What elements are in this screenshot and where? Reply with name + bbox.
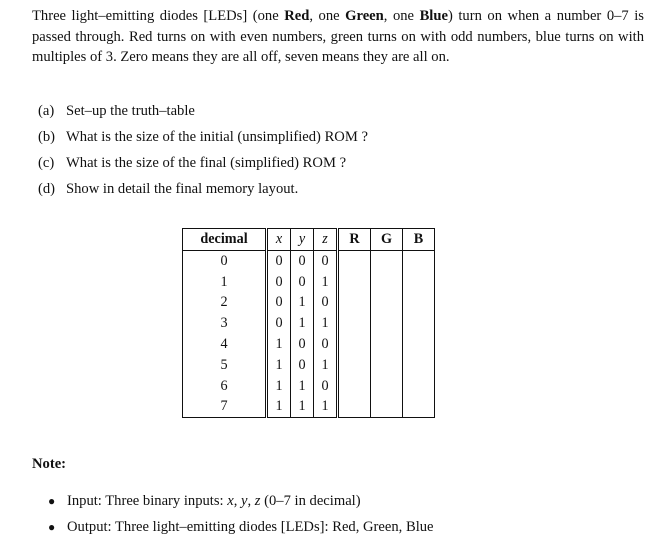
table-row [183, 396, 435, 417]
part-d [38, 176, 598, 202]
note-title: Note: [32, 456, 67, 472]
cell-decimal: 1 [183, 272, 267, 293]
table-row [183, 292, 435, 313]
part-label: (c) [38, 155, 55, 171]
cell-y: 0 [291, 272, 314, 293]
problem-statement [32, 6, 644, 68]
cell-decimal: 3 [183, 313, 267, 334]
var-y: y [241, 493, 248, 509]
cell-g [371, 376, 403, 397]
cell-y: 1 [291, 313, 314, 334]
cell-r [338, 272, 371, 293]
green-word: Green [345, 8, 384, 24]
cell-b [403, 376, 435, 397]
cell-b [403, 292, 435, 313]
table-row [183, 272, 435, 293]
problem-text-2: , one [309, 8, 346, 24]
cell-x: 0 [267, 272, 291, 293]
cell-z: 1 [314, 313, 338, 334]
part-a [38, 98, 598, 124]
cell-y: 1 [291, 396, 314, 417]
bullet-icon: ● [48, 520, 56, 534]
table-row [183, 313, 435, 334]
cell-y: 0 [291, 250, 314, 271]
blue-word: Blue [419, 8, 448, 24]
cell-y: 1 [291, 376, 314, 397]
part-text: Set–up the truth–table [66, 103, 195, 119]
part-text: What is the size of the final (simplified) ROM ? [66, 155, 347, 171]
header-y: y [291, 229, 314, 251]
cell-g [371, 250, 403, 271]
note-input-tail: (0–7 in decimal) [260, 493, 361, 509]
cell-y: 0 [291, 355, 314, 376]
problem-text-3: , one [383, 8, 420, 24]
table-row [183, 376, 435, 397]
cell-x: 1 [267, 355, 291, 376]
cell-b [403, 313, 435, 334]
cell-g [371, 313, 403, 334]
note-input [48, 488, 434, 514]
note-output-text: Output: Three light–emitting diodes [LEDs]: Red, Green, Blue [67, 519, 434, 535]
cell-b [403, 272, 435, 293]
part-c [38, 150, 598, 176]
var-x: x [227, 493, 234, 509]
truth-table [182, 228, 435, 418]
problem-text-1: Three light–emitting diodes [LEDs] (one [32, 8, 285, 24]
cell-x: 0 [267, 313, 291, 334]
cell-decimal: 6 [183, 376, 267, 397]
comma: , [247, 493, 255, 509]
table-row [183, 334, 435, 355]
cell-z: 0 [314, 334, 338, 355]
note-input-lead: Input: Three binary inputs: [67, 493, 228, 509]
part-label: (d) [38, 181, 56, 197]
red-word: Red [284, 8, 310, 24]
cell-b [403, 355, 435, 376]
cell-b [403, 396, 435, 417]
cell-r [338, 396, 371, 417]
cell-r [338, 250, 371, 271]
header-decimal: decimal [183, 229, 267, 251]
cell-z: 0 [314, 292, 338, 313]
cell-decimal: 7 [183, 396, 267, 417]
cell-z: 1 [314, 396, 338, 417]
problem-text-4: ) turn on when a number 0–7 is passed through. Red turns on with even numbers, green turns on with odd numbers, blue turns on with multiples of 3. Zero means they are all off, seven means they are all on. [32, 8, 644, 65]
var-z: z [254, 493, 261, 509]
cell-r [338, 313, 371, 334]
cell-z: 1 [314, 355, 338, 376]
cell-decimal: 4 [183, 334, 267, 355]
bullet-icon: ● [48, 494, 56, 508]
cell-b [403, 334, 435, 355]
cell-y: 1 [291, 292, 314, 313]
cell-g [371, 396, 403, 417]
cell-x: 1 [267, 376, 291, 397]
header-g: G [371, 229, 403, 251]
part-text: Show in detail the final memory layout. [66, 181, 299, 197]
cell-decimal: 0 [183, 250, 267, 271]
cell-y: 0 [291, 334, 314, 355]
cell-decimal: 2 [183, 292, 267, 313]
cell-g [371, 292, 403, 313]
cell-r [338, 292, 371, 313]
cell-g [371, 334, 403, 355]
header-x: x [267, 229, 291, 251]
cell-r [338, 334, 371, 355]
cell-decimal: 5 [183, 355, 267, 376]
cell-r [338, 355, 371, 376]
cell-g [371, 272, 403, 293]
note-output [48, 514, 434, 540]
comma: , [233, 493, 242, 509]
cell-g [371, 355, 403, 376]
header-z: z [314, 229, 338, 251]
part-b [38, 124, 598, 150]
question-parts [38, 98, 598, 202]
part-label: (a) [38, 103, 55, 119]
cell-x: 1 [267, 334, 291, 355]
table-row [183, 250, 435, 271]
cell-x: 1 [267, 396, 291, 417]
cell-z: 0 [314, 376, 338, 397]
cell-b [403, 250, 435, 271]
cell-r [338, 376, 371, 397]
part-label: (b) [38, 129, 56, 145]
header-r: R [338, 229, 371, 251]
header-b: B [403, 229, 435, 251]
note-list [48, 488, 434, 540]
table-row [183, 355, 435, 376]
cell-z: 1 [314, 272, 338, 293]
cell-x: 0 [267, 250, 291, 271]
cell-z: 0 [314, 250, 338, 271]
cell-x: 0 [267, 292, 291, 313]
part-text: What is the size of the initial (unsimplified) ROM ? [66, 129, 368, 145]
